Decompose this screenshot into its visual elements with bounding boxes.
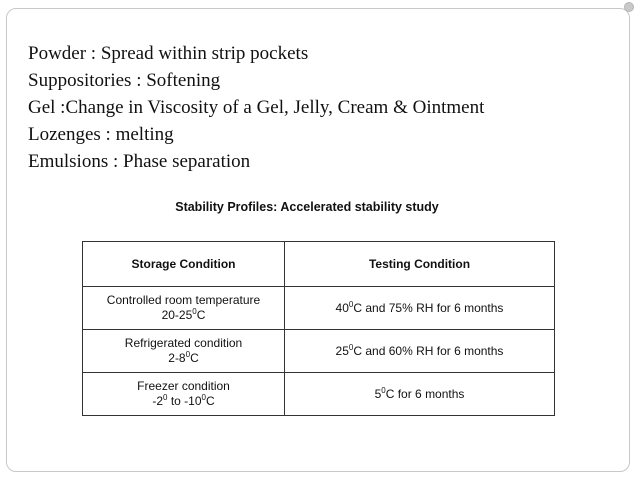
storage-name: Refrigerated condition	[124, 336, 243, 350]
storage-range: $20-25^0C$	[161, 307, 206, 322]
testing-rest: C for 6 months	[385, 386, 465, 401]
bullet-item-lozenges: Lozenges : melting	[28, 124, 174, 145]
bullet-item-powder: Powder : Spread within strip pockets	[28, 43, 309, 64]
degree-mark: 0	[381, 385, 386, 395]
table-title: Stability Profiles: Accelerated stability study	[175, 200, 439, 214]
header-testing-condition: Testing Condition	[285, 242, 555, 287]
table-header-row	[83, 242, 555, 287]
table-row	[83, 330, 555, 373]
bullet-item-emulsions: Emulsions : Phase separation	[28, 151, 251, 172]
testing-cell	[285, 287, 555, 330]
testing-temp: 40	[335, 300, 349, 315]
testing-temp: 5	[374, 386, 382, 401]
storage-range: $2-8^0C$	[168, 350, 199, 365]
slide-corner-dot	[624, 2, 634, 12]
degree-mark: 0	[348, 299, 354, 309]
storage-name: Controlled room temperature	[106, 293, 261, 307]
testing-cell	[285, 330, 555, 373]
testing-rest: C and 60% RH for 6 months	[353, 343, 504, 358]
bullet-item-gel: Gel :Change in Viscosity of a Gel, Jelly, Cream & Ointment	[28, 97, 485, 118]
storage-cell	[83, 330, 285, 373]
degree-mark: 0	[348, 342, 354, 352]
table-row	[83, 287, 555, 330]
stability-table	[82, 241, 555, 416]
storage-cell	[83, 287, 285, 330]
storage-cell	[83, 373, 285, 416]
table-row	[83, 373, 555, 416]
bullet-item-suppositories: Suppositories : Softening	[28, 70, 221, 91]
testing-rest: C and 75% RH for 6 months	[353, 300, 504, 315]
header-storage-condition: Storage Condition	[83, 242, 285, 287]
storage-range: $-2^0$ to $-10^0C$	[152, 393, 215, 408]
testing-cell	[285, 373, 555, 416]
testing-temp: 25	[335, 343, 349, 358]
storage-name: Freezer condition	[137, 379, 230, 393]
bullet-list	[28, 40, 484, 175]
